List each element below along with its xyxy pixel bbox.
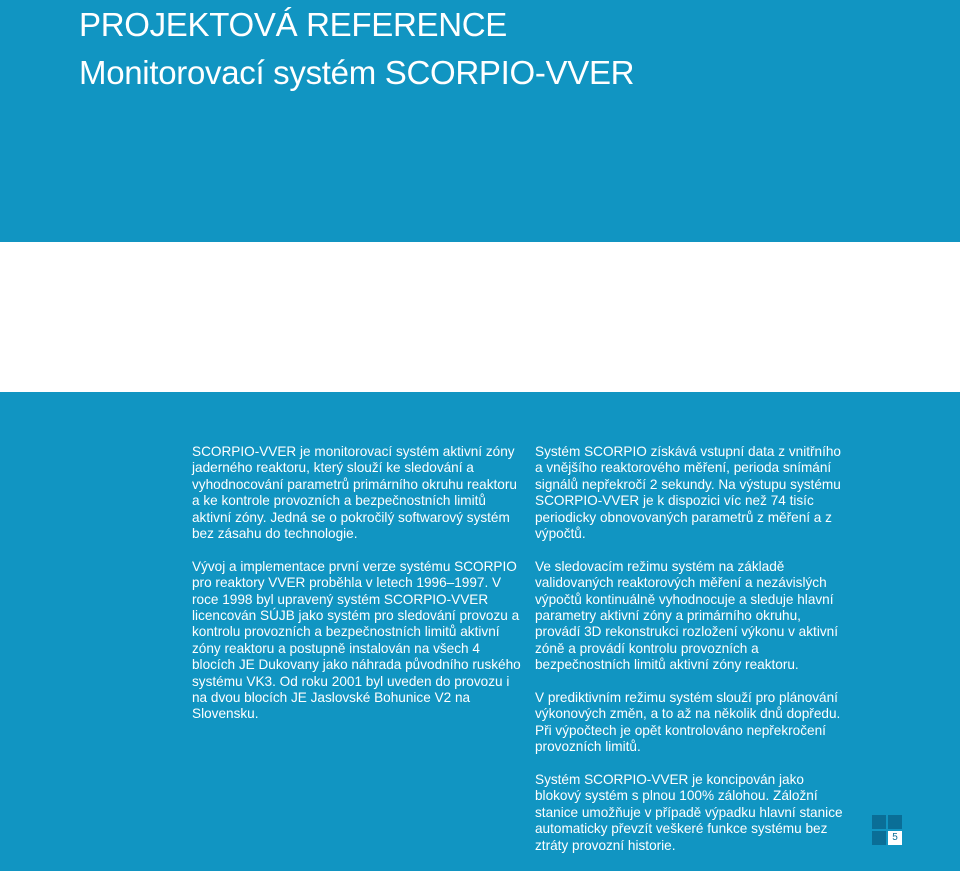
- photo-band: [0, 242, 960, 392]
- right-paragraph-1: Systém SCORPIO získává vstupní data z vnitřního a vnějšího reaktorového měření, perioda snímání signálů nepřekročí 2 sekundy. Na výstupu systému SCORPIO-VVER je k dispozici víc než 74 tisíc periodicky obnovovaných parametrů z měření a z výpočtů.: [535, 444, 841, 542]
- left-paragraph-2: Vývoj a implementace první verze systému SCORPIO pro reaktory VVER proběhla v letech 1996–1997. V roce 1998 byl upravený systém SCORPIO-VVER licencován SÚJB jako systém pro sledování provozu a kontrolu provozních a bezpečnostních limitů aktivní zóny reaktoru a postupně instalován na všech 4 blocích JE Dukovany jako náhrada původního ruského systému VK3. Od roku 2001 byl uveden do provozu i na dvou blocích JE Jaslovské Bohunice V2 na Slovensku.: [192, 558, 521, 722]
- page-number: 5: [888, 831, 902, 845]
- right-paragraph-2: Ve sledovacím režimu systém na základě validovaných reaktorových měření a nezávislých výpočtů kontinuálně vyhodnocuje a sleduje hlavní parametry aktivní zóny a primárního okruhu, provádí 3D rekonstrukci rozložení výkonu v aktivní zóně a provádí kontrolu provozních a bezpečnostních limitů aktivní zóny reaktoru.: [535, 558, 838, 673]
- decor-square-icon: [872, 815, 886, 829]
- page-title: PROJEKTOVÁ REFERENCE: [79, 6, 507, 43]
- right-paragraph-4: Systém SCORPIO-VVER je koncipován jako blokový systém s plnou 100% zálohou. Záložní stanice umožňuje v případě výpadku hlavní stanice automaticky převzít veškeré funkce systému bez ztráty provozní historie.: [535, 772, 843, 853]
- right-paragraph-3: V prediktivním režimu systém slouží pro plánování výkonových změn, a to až na několik dnů dopředu. Při výpočtech je opět kontrolováno nepřekročení provozních limitů.: [535, 690, 841, 755]
- page-subtitle: Monitorovací systém SCORPIO-VVER: [79, 54, 635, 91]
- left-text-column: [192, 444, 522, 739]
- decor-square-icon: [872, 831, 886, 845]
- left-paragraph-1: SCORPIO-VVER je monitorovací systém aktivní zóny jaderného reaktoru, který slouží ke sledování a vyhodnocování parametrů primárního okruhu reaktoru a ke kontrole provozních a bezpečnostních limitů aktivní zóny. Jedná se o pokročilý softwarový systém bez zásahu do technologie.: [192, 444, 517, 542]
- page-number-mark: [872, 815, 902, 849]
- right-text-column: [535, 444, 850, 871]
- header-band: [0, 0, 960, 242]
- decor-square-icon: [888, 815, 902, 829]
